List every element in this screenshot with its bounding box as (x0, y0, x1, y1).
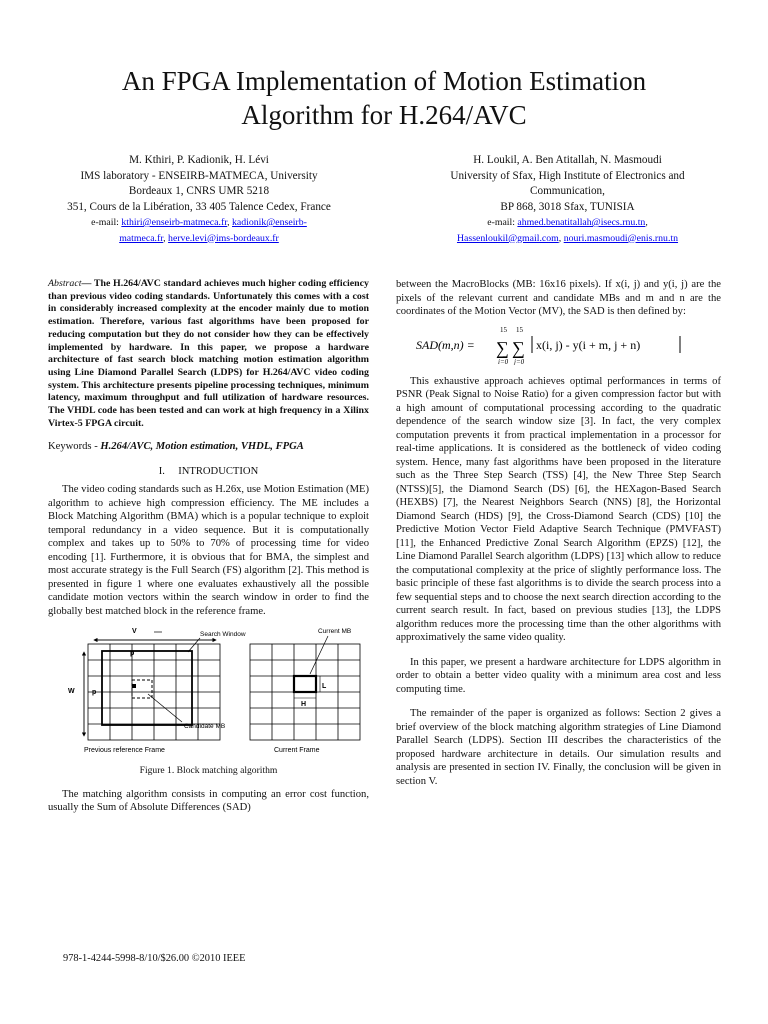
fig-label-w: W (68, 688, 75, 696)
author-emails: Hassenloukil@gmail.com, nouri.masmoudi@enis.rnu.tn (456, 232, 679, 244)
fig-label-p-top: p (130, 650, 135, 658)
current-block (294, 676, 316, 692)
sad-equation (408, 323, 708, 365)
formula-upper-i: 15 (500, 325, 507, 334)
title-line-1: An FPGA Implementation of Motion Estimation (121, 66, 647, 96)
fig-label-previous-frame: Previous reference Frame (84, 747, 165, 755)
author-affiliation: University of Sfax, High Institute of Electronics and (450, 169, 685, 182)
fig-label-v: V (132, 628, 137, 636)
fig-label-search-window: Search Window (200, 631, 246, 639)
intro-paragraph: The video coding standards such as H.26x, use Motion Estimation (ME) algorithm to achieve high compression efficiency. The ME includes a Block Matching Algorithm (BMA) which is a popular technique to exploit temporal redundancy in a video sequence. But it is computationally complex and takes up to 50% to 70% of processing time for video encoding [1]. Furthermore, it is obvious that for BMA, the simplest and most accurate strategy is the Full Search (FS) algorithm [2]. This method is presented in figure 1 where one evaluates exhaustively all the possible candidate motion vectors within the search window in order to find the globally best matched block in the reference frame. (48, 484, 369, 617)
keywords-label: Keywords - (48, 441, 101, 453)
email-link[interactable]: herve.levi@ims-bordeaux.fr (168, 232, 279, 244)
author-affiliation: Bordeaux 1, CNRS UMR 5218 (128, 185, 270, 197)
title-line-2: Algorithm for H.264/AVC (241, 100, 527, 130)
abstract-body: — The H.264/AVC standard achieves much higher coding efficiency than previous video coding standards. Unfortunately this comes with a cost in considerably increased complexity at the encoder mainly due to motion estimation. Therefore, various fast algorithms have been proposed for reducing computation but they do not consider how they can be effectively implemented by hardware. In this paper, we propose a hardware architecture of fast search block matching motion estimation algorithm using Line Diamond Parallel Search (LDPS) for H.264/AVC video coding system. This architecture presents pipeline processing techniques, minimum latency, maximum throughput and full utilization of hardware resources. The VHDL code has been tested and can work at high frequency in a Xilinx Virtex-5 FPGA circuit. (48, 278, 369, 429)
section-title-rest: NTRODUCTION (181, 465, 259, 477)
keywords (48, 440, 369, 454)
fig-label-current-frame: Current Frame (274, 747, 320, 755)
fig-label-h: H (301, 701, 307, 709)
formula-lower-j: j=0 (514, 357, 525, 365)
paper-title (40, 64, 728, 132)
email-link[interactable]: ahmed.benatitallah@isecs.rnu.tn (517, 217, 646, 228)
abstract (48, 278, 369, 430)
body-paragraph: This exhaustive approach achieves optimal performances in terms of PSNR (Peak Signal to Noise Ratio) for a given compression factor but with a high amount of computational processing according to the quadratic dependence of the search window size [3]. In fact, the very complex computation prevents it from practical implementation in a processor for real-time applications. It is considered as the bottleneck of video coding system. Hence, many fast algorithms have been proposed in the literature such as the Three Step Search (TSS) [4], the New Three Step Search (NTSS)[5], the Diamond Search (DS) [6], the HEXagon-Based Search (HEXBS) [7], the Nearest Neighbors Search (NNS) [8], the Horizontal Diamond Search (HDS) [9], the Cross-Diamond Search (CDS) [10] the Predictive Motion Vector Field Adaptive Search Technique (PMVFAST) [11], the Enhanced Predictive Zonal Search Algorithm (EPZS) [12], the Line Diamond Parallel Search algorithm (LDPS) [13] which allow to reduce the computational complexity at the price of slightly performance loss. The basic principle of these fast algorithms is to divide the search process into a few sequential steps and to choose the next search direction according to the current search result. In fact, based on previous studies [13], the LDPS algorithm reduces more the processing time than the other algorithms with approximatively the same video quality. (396, 375, 721, 643)
body-paragraph: In this paper, we present a hardware architecture for LDPS algorithm in order to obtain a better video quality with a minimum area cost and less computing time. (396, 656, 721, 695)
email-label: e-mail: (91, 217, 122, 228)
author-block-right (405, 153, 730, 246)
author-emails: matmeca.fr, herve.levi@ims-bordeaux.fr (119, 232, 279, 244)
author-names: M. Kthiri, P. Kadionik, H. Lévi (129, 154, 269, 166)
fig-label-current-mb: Current MB (318, 628, 352, 636)
email-link[interactable]: matmeca.fr (119, 232, 164, 244)
fig-label-p-left: p (92, 689, 97, 697)
author-address: BP 868, 3018 Sfax, TUNISIA (500, 200, 635, 213)
author-address: 351, Cours de la Libération, 33 405 Talence Cedex, France (67, 200, 331, 213)
formula-upper-j: 15 (516, 325, 523, 334)
email-link[interactable]: Hassenloukil@gmail.com (456, 232, 559, 244)
author-names: H. Loukil, A. Ben Atitallah, N. Masmoudi (473, 154, 662, 166)
sum-sign-j: ∑ (512, 337, 525, 358)
section-heading (48, 465, 369, 479)
right-column (396, 278, 721, 788)
figure-caption: Figure 1. Block matching algorithm (139, 765, 278, 777)
formula-lower-i: i=0 (498, 357, 509, 365)
fig-label-candidate-mb: Candidate MB (184, 723, 226, 731)
email-link[interactable]: kthiri@enseirb-matmeca.fr (121, 217, 228, 228)
author-affiliation: Communication, (530, 185, 605, 197)
formula-lhs: SAD(m,n) = (416, 337, 475, 352)
email-link[interactable]: kadionik@enseirb- (232, 217, 307, 228)
abstract-lead: Abstract (48, 278, 82, 289)
body-paragraph: The remainder of the paper is organized as follows: Section 2 gives a brief overview of the block matching algorithm strategies of Line Diamond Parallel Search (LDPS). Section III describes the characteristics of the proposed hardware architecture in details. Our simulation results and analysis are presented in section IV. Finally, the conclusion will be given in section V. (396, 708, 721, 787)
section-initial: I (178, 465, 182, 477)
search-window-box (102, 651, 192, 725)
figure-block-matching (48, 624, 369, 756)
author-block-left (40, 153, 358, 246)
block-matching-diagram (48, 624, 369, 756)
keywords-items: H.264/AVC, Motion estimation, VHDL, FPGA (100, 441, 304, 453)
formula-body: x(i, j) - y(i + m, j + n) (536, 337, 641, 352)
candidate-block (132, 680, 152, 698)
sum-sign-i: ∑ (496, 337, 509, 358)
email-label: e-mail: (487, 217, 518, 228)
fig-label-l: L (322, 683, 327, 691)
left-column (48, 278, 369, 815)
section-number: I. (158, 465, 165, 477)
email-link[interactable]: nouri.masmoudi@enis.rnu.tn (563, 232, 679, 244)
copyright-footer: 978-1-4244-5998-8/10/$26.00 ©2010 IEEE (63, 953, 246, 964)
body-paragraph: between the MacroBlocks (MB: 16x16 pixels). If x(i, j) and y(i, j) are the pixels of the relevant current and candidate MBs and m and n are the coordinates of the Motion Vector (MV), the SAD is then defined by: (396, 279, 721, 317)
sad-formula (396, 323, 721, 365)
author-affiliation: IMS laboratory - ENSEIRB-MATMECA, University (80, 169, 318, 182)
author-emails: e-mail: kthiri@enseirb-matmeca.fr, kadionik@enseirb- (91, 217, 307, 228)
author-emails: e-mail: ahmed.benatitallah@isecs.rnu.tn, (487, 217, 648, 228)
intro-paragraph: The matching algorithm consists in computing an error cost function, usually the Sum of Absolute Differences (SAD) (48, 788, 369, 814)
